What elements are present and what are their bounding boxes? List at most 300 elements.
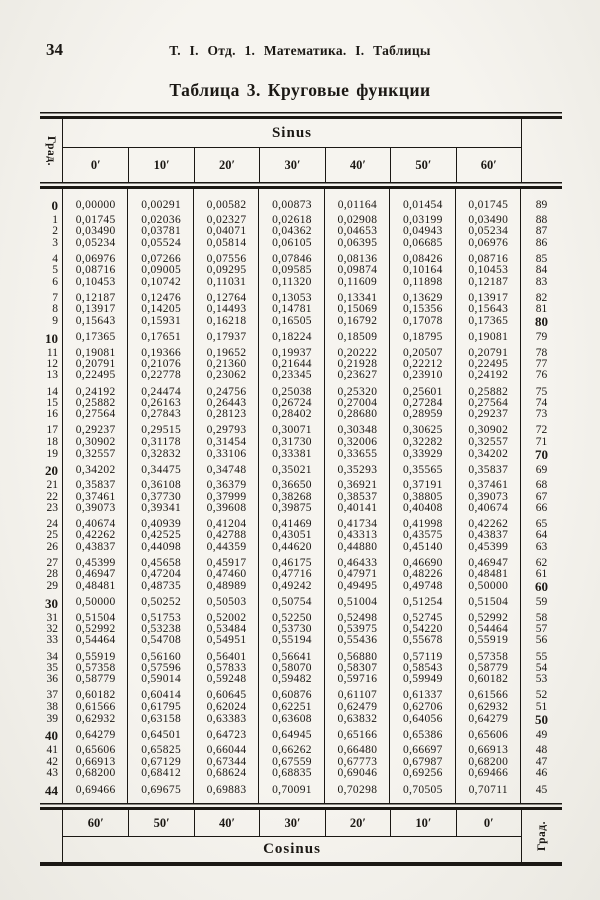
degree-left: 2 [52,225,58,238]
degree-left: 3 [52,236,58,249]
sine-value: 0,26724 [272,396,312,409]
sine-value: 0,19652 [206,346,247,359]
degrees-column-header-right [521,119,562,182]
sine-value: 0,10742 [141,275,182,288]
sine-value: 0,49748 [402,580,443,593]
table-row [40,304,562,315]
sine-value: 0,43575 [402,529,443,542]
rule-top [40,112,562,119]
sine-value: 0,43837 [468,529,509,542]
sine-value: 0,21076 [141,358,182,371]
sine-value: 0,60414 [141,689,182,702]
sine-value: 0,51254 [402,596,443,609]
minute-footer: 20′ [325,810,390,837]
sine-value: 0,47971 [337,568,378,581]
degree-right: 48 [535,744,548,757]
sine-value: 0,39073 [75,501,116,514]
sine-value: 0,70711 [468,783,508,796]
minute-header: 60′ [456,148,521,182]
sine-value: 0,52002 [206,611,247,624]
sine-value: 0,30902 [75,435,116,448]
sine-value: 0,09874 [337,264,378,277]
sine-value: 0,57358 [75,661,116,674]
sine-value: 0,32557 [75,447,116,460]
degree-left: 11 [46,346,58,359]
sine-value: 0,36921 [337,479,378,492]
sine-value: 0,68200 [75,766,116,779]
sine-value: 0,69675 [141,783,182,796]
sine-value: 0,37999 [206,490,247,503]
sine-value: 0,64056 [402,712,443,725]
sine-value: 0,41469 [272,518,312,531]
sine-value: 0,68412 [141,766,182,779]
sine-value: 0,51504 [468,596,509,609]
degree-right: 64 [535,529,548,542]
sine-value: 0,66262 [272,744,312,757]
degree-left: 41 [46,744,58,757]
sine-value: 0,23910 [402,369,443,382]
sine-value: 0,19081 [75,346,116,359]
minute-footer: 30′ [259,810,324,837]
degree-right: 46 [535,766,548,779]
degree-right: 67 [535,490,548,503]
degree-left: 42 [46,755,58,768]
table-row [40,446,562,462]
degree-left: 24 [46,518,58,531]
sine-value: 0,48989 [206,580,247,593]
sine-value: 0,43837 [75,540,116,553]
sine-value: 0,57358 [468,650,509,663]
sine-value: 0,24474 [141,385,182,398]
sine-value: 0,39073 [468,490,509,503]
sine-value: 0,30625 [402,424,443,437]
degree-left: 14 [46,385,58,398]
degree-right: 53 [535,673,548,686]
sine-value: 0,58543 [402,661,443,674]
sine-value: 0,63158 [141,712,182,725]
sine-value: 0,50754 [272,596,312,609]
sine-value: 0,66697 [402,744,443,757]
sine-value: 0,30348 [337,424,378,437]
sine-value: 0,29237 [468,408,509,421]
sine-value: 0,55919 [468,634,509,647]
sine-value: 0,06685 [402,236,443,249]
degrees-label-top: Град. [45,135,57,166]
sine-value: 0,18509 [337,331,378,344]
sine-value: 0,33929 [402,447,443,460]
sine-value: 0,34748 [206,463,247,476]
sine-value: 0,08716 [468,252,509,265]
minute-header: 50′ [390,148,455,182]
cosinus-footer: Cosinus [263,841,321,858]
sine-value: 0,47204 [141,568,182,581]
sine-value: 0,20222 [337,346,378,359]
sine-value: 0,09585 [272,264,312,277]
sine-value: 0,41204 [206,518,247,531]
sine-value: 0,55194 [272,634,312,647]
sine-value: 0,62024 [206,700,247,713]
degree-left: 7 [52,291,58,304]
sine-value: 0,67773 [337,755,378,768]
sine-value: 0,05234 [75,236,116,249]
sine-value: 0,25038 [272,385,312,398]
minute-header: 30′ [259,148,324,182]
sine-value: 0,66913 [468,744,509,757]
degree-left: 31 [46,611,58,624]
sine-value: 0,61337 [402,689,443,702]
sine-value: 0,26163 [141,396,182,409]
sine-value: 0,34202 [468,447,509,460]
sine-value: 0,38805 [402,490,443,503]
sine-value: 0,50252 [141,596,182,609]
sine-value: 0,33655 [337,447,378,460]
sine-value: 0,01164 [337,198,378,211]
sine-value: 0,19366 [141,346,182,359]
sine-value: 0,60182 [75,689,116,702]
sine-value: 0,14205 [141,303,182,316]
degree-left: 18 [46,435,58,448]
sine-value: 0,62706 [402,700,443,713]
rule-above-footer [40,803,562,810]
sine-value: 0,65606 [75,744,116,757]
sine-value: 0,60645 [206,689,247,702]
sine-value: 0,07846 [272,252,312,265]
sine-value: 0,27284 [402,396,443,409]
sine-value: 0,70298 [337,783,378,796]
sine-value: 0,31178 [141,435,181,448]
sine-value: 0,27564 [468,396,509,409]
degree-right: 45 [535,783,548,796]
sine-value: 0,30902 [468,424,509,437]
sine-value: 0,05814 [206,236,247,249]
degree-right: 57 [535,623,548,636]
degree-right: 60 [535,579,548,595]
sine-value: 0,32282 [402,435,443,448]
sine-value: 0,24756 [206,385,247,398]
sine-value: 0,07556 [206,252,247,265]
minute-footer: 0′ [456,810,521,837]
sine-value: 0,35565 [402,463,443,476]
sine-value: 0,49242 [272,580,312,593]
table-row [40,690,562,701]
table-row [40,314,562,330]
sine-value: 0,37461 [468,479,509,492]
degree-right: 63 [535,540,548,553]
degree-left: 43 [46,766,58,779]
sine-value: 0,22495 [75,369,116,382]
sine-value: 0,18224 [272,331,312,344]
page-number: 34 [46,40,63,59]
sine-value: 0,53484 [206,623,247,636]
degree-right: 84 [535,264,548,277]
sine-value: 0,12187 [75,291,116,304]
sine-value: 0,50000 [75,596,116,609]
degree-right: 62 [535,556,548,569]
sine-value: 0,29793 [206,424,247,437]
sine-value: 0,25601 [402,385,443,398]
sine-value: 0,01745 [468,198,509,211]
sine-value: 0,06395 [337,236,378,249]
sine-value: 0,31454 [206,435,247,448]
sine-value: 0,22778 [141,369,182,382]
sine-value: 0,51004 [337,596,378,609]
sine-value: 0,28680 [337,408,378,421]
sine-value: 0,31730 [272,435,312,448]
sine-value: 0,57119 [403,650,443,663]
sine-value: 0,62479 [337,700,378,713]
degree-right: 75 [535,385,548,398]
sine-value: 0,02908 [337,214,378,227]
table-row [40,503,562,514]
degree-left: 1 [52,214,58,227]
sine-value: 0,51504 [75,611,116,624]
sine-value: 0,38268 [272,490,312,503]
degree-right: 77 [535,358,548,371]
sine-value: 0,22212 [402,358,443,371]
sine-value: 0,37191 [402,479,443,492]
degree-right: 85 [535,252,548,265]
table-row [40,198,562,213]
sine-value: 0,69256 [402,766,443,779]
table-row [40,542,562,553]
sine-value: 0,17937 [206,331,247,344]
sine-value: 0,38537 [337,490,378,503]
table-row [40,768,562,779]
degree-right: 81 [535,303,548,316]
sine-value: 0,36379 [206,479,247,492]
degree-left: 44 [45,783,58,799]
degree-right: 52 [535,689,548,702]
sine-value: 0,64501 [141,728,182,741]
sine-value: 0,54220 [402,623,443,636]
sine-value: 0,03490 [75,225,116,238]
sine-value: 0,70091 [272,783,312,796]
sine-value: 0,13341 [337,291,378,304]
sine-value: 0,61566 [75,700,116,713]
sine-value: 0,03490 [468,214,509,227]
sine-value: 0,13917 [468,291,509,304]
degree-right: 74 [535,396,548,409]
sine-value: 0,52992 [75,623,116,636]
table-row [40,409,562,420]
sine-value: 0,08136 [337,252,378,265]
degree-right: 55 [535,650,548,663]
sine-value: 0,42262 [75,529,116,542]
sine-value: 0,33106 [206,447,247,460]
sine-value: 0,00873 [272,198,312,211]
degrees-label-bottom: Град. [536,821,548,852]
degree-right: 66 [535,501,548,514]
table-body-rows [40,198,562,799]
sine-value: 0,59949 [402,673,443,686]
sine-value: 0,52992 [468,611,509,624]
sine-value: 0,56641 [272,650,312,663]
sine-value: 0,48735 [141,580,182,593]
sine-value: 0,55678 [402,634,443,647]
minute-footer: 60′ [63,810,128,837]
degree-right: 59 [535,596,548,609]
degree-right: 50 [535,711,548,727]
sine-value: 0,55919 [75,650,116,663]
sine-value: 0,35837 [468,463,509,476]
sine-value: 0,61107 [337,689,378,702]
sine-value: 0,22495 [468,358,509,371]
table-body [40,189,562,803]
sine-value: 0,64723 [206,728,247,741]
sine-value: 0,24192 [75,385,116,398]
degree-right: 61 [535,568,548,581]
sine-value: 0,28959 [402,408,443,421]
degree-left: 10 [45,330,58,346]
sine-value: 0,40939 [141,518,182,531]
degree-left: 5 [52,264,58,277]
sine-value: 0,54708 [141,634,182,647]
rule-bottom [40,862,562,866]
sine-value: 0,06976 [468,236,509,249]
sine-value: 0,25320 [337,385,378,398]
sine-value: 0,01745 [75,214,116,227]
sine-value: 0,20791 [75,358,116,371]
sinus-header: Sinus [63,119,521,148]
degree-left: 9 [52,315,58,328]
sine-value: 0,15643 [468,303,509,316]
sine-value: 0,33381 [272,447,312,460]
degree-right: 76 [535,369,548,382]
sine-value: 0,05234 [468,225,509,238]
sine-value: 0,64279 [468,712,509,725]
sine-value: 0,58779 [75,673,116,686]
degree-left: 16 [46,408,58,421]
sine-value: 0,52745 [402,611,443,624]
sine-value: 0,08716 [75,264,116,277]
degree-right: 79 [535,331,548,344]
sine-value: 0,35837 [75,479,116,492]
sine-value: 0,06105 [272,236,312,249]
sine-value: 0,12476 [141,291,182,304]
sine-value: 0,62932 [75,712,116,725]
sine-value: 0,02618 [272,214,312,227]
degree-left: 8 [52,303,58,316]
sine-value: 0,63832 [337,712,378,725]
sine-value: 0,53975 [337,623,378,636]
sine-value: 0,51753 [141,611,182,624]
sine-value: 0,44620 [272,540,312,553]
sine-value: 0,40141 [337,501,378,514]
table-row [40,711,562,727]
degree-left: 12 [46,358,58,371]
sine-value: 0,20791 [468,346,509,359]
sine-value: 0,25882 [75,396,116,409]
sine-value: 0,45140 [402,540,443,553]
sine-value: 0,34202 [75,463,116,476]
sine-value: 0,66913 [75,755,116,768]
degree-right: 54 [535,661,548,674]
degree-left: 32 [46,623,58,636]
table-header [40,119,562,182]
sine-value: 0,34475 [141,463,182,476]
degree-left: 15 [46,396,58,409]
table-row [40,370,562,381]
minute-footer: 10′ [390,810,455,837]
sine-value: 0,67344 [206,755,247,768]
sine-value: 0,63608 [272,712,312,725]
sine-value: 0,46947 [75,568,116,581]
sine-value: 0,41998 [402,518,443,531]
sine-value: 0,67987 [402,755,443,768]
degree-left: 27 [46,556,58,569]
sine-value: 0,44098 [141,540,182,553]
degree-left: 17 [46,424,58,437]
degree-right: 72 [535,424,548,437]
sine-value: 0,28402 [272,408,312,421]
sine-value: 0,32557 [468,435,509,448]
degree-left: 6 [52,275,58,288]
sine-value: 0,44359 [206,540,247,553]
sine-value: 0,13629 [402,291,443,304]
table-row [40,674,562,685]
degree-left: 25 [46,529,58,542]
sine-value: 0,62251 [272,700,312,713]
sine-value: 0,50000 [468,580,509,593]
sine-value: 0,69466 [75,783,116,796]
sine-value: 0,14781 [272,303,312,316]
degree-left: 21 [46,479,58,492]
sine-value: 0,50503 [206,596,247,609]
sine-value: 0,36108 [141,479,182,492]
degree-right: 73 [535,408,548,421]
sine-value: 0,25882 [468,385,509,398]
table-row [40,530,562,541]
degree-left: 20 [45,463,58,479]
degree-left: 40 [45,728,58,744]
sine-value: 0,61566 [468,689,509,702]
sine-value: 0,53238 [141,623,182,636]
degree-right: 58 [535,611,548,624]
sine-value: 0,10453 [468,264,509,277]
sine-value: 0,12764 [206,291,247,304]
minute-header: 20′ [194,148,259,182]
degree-left: 26 [46,540,58,553]
degree-left: 34 [46,650,58,663]
sine-value: 0,46690 [402,556,443,569]
sine-value: 0,05524 [141,236,182,249]
sine-value: 0,49495 [337,580,378,593]
degree-left: 4 [52,252,58,265]
sine-value: 0,42788 [206,529,247,542]
sine-value: 0,42525 [141,529,182,542]
sine-value: 0,69046 [337,766,378,779]
sine-value: 0,11031 [206,275,247,288]
sine-value: 0,36650 [272,479,312,492]
sine-value: 0,66044 [206,744,247,757]
sine-value: 0,59248 [206,673,247,686]
sine-value: 0,56880 [337,650,378,663]
sine-value: 0,17651 [141,331,182,344]
table-row [40,437,562,448]
sine-value: 0,52250 [272,611,312,624]
degree-left: 35 [46,661,58,674]
table-row [40,569,562,580]
sine-value: 0,15931 [141,315,182,328]
table-row [40,783,562,799]
sine-value: 0,10164 [402,264,443,277]
sine-value: 0,70505 [402,783,443,796]
sine-value: 0,15069 [337,303,378,316]
degree-left: 37 [46,689,58,702]
sine-value: 0,28123 [206,408,247,421]
sine-value: 0,46947 [468,556,509,569]
sine-value: 0,45399 [75,556,116,569]
